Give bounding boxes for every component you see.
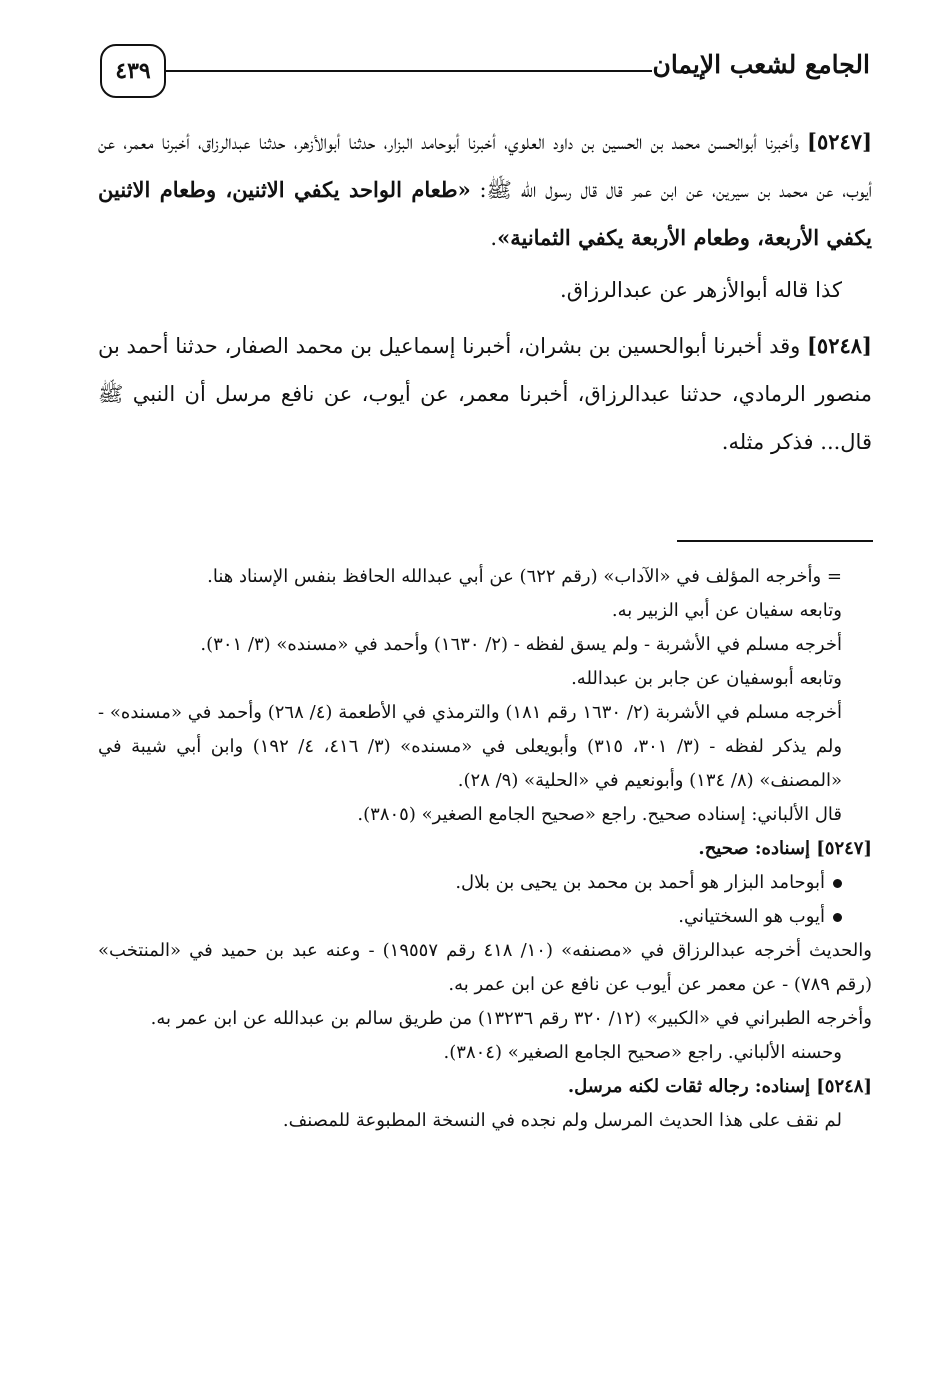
footnotes: [98, 560, 872, 1138]
hadith-chain: وقد أخبرنا أبوالحسين بن بشران، أخبرنا إسماعيل بن محمد الصفار، حدثنا أحمد بن منصور الرمادي، حدثنا عبدالرزاق، أخبرنا معمر، عن أيوب، عن نافع مرسل أن النبي ﷺ قال... فذكر مثله.: [98, 334, 872, 454]
footnote-text: [٥٢٤٨] إسناده: رجاله ثقات لكنه مرسل.: [567, 1076, 872, 1097]
running-title: الجامع لشعب الإيمان: [652, 50, 870, 79]
footnote-line: [98, 934, 872, 1002]
footnote-line: [98, 628, 872, 662]
page-number-badge: [100, 44, 166, 98]
footnote-text: وأخرجه الطبراني في «الكبير» (١٢/ ٣٢٠ رقم ١٣٢٣٦) من طريق سالم بن عبدالله عن ابن عمر به.: [150, 1008, 872, 1029]
footnote-line: [98, 798, 872, 832]
hadith-number: [٥٢٤٨]: [806, 333, 872, 358]
footnote-text: أخرجه مسلم في الأشربة (٢/ ١٦٣٠ رقم ١٨١) والترمذي في الأطعمة (٤/ ٢٦٨) وأحمد في «مسنده» - ولم يذكر لفظه - (٣/ ٣٠١، ٣١٥) وأبويعلى في «مسنده» (٣/ ٤١٦، ٤/ ١٩٢) وابن أبي شيبة في «المصنف» (٨/ ١٣٤) وأبونعيم في «الحلية» (٩/ ٢٨).: [98, 702, 843, 791]
hadith-matn: «طعام الواحد يكفي الاثنين، وطعام الاثنين يكفي الأربعة، وطعام الأربعة يكفي الثمانية»: [98, 177, 872, 250]
bullet-icon: [833, 913, 842, 922]
hadith-5247: [98, 118, 872, 262]
hadith-end: .: [490, 226, 498, 250]
footnote-text: وحسنه الألباني. راجع «صحيح الجامع الصغير» (٣٨٠٤).: [443, 1042, 842, 1063]
footnote-heading: [98, 1070, 872, 1104]
footnote-line: [98, 866, 872, 900]
hadith-5248: [98, 322, 872, 466]
footnote-heading: [98, 832, 872, 866]
footnote-text: لم نقف على هذا الحديث المرسل ولم نجده في النسخة المطبوعة للمصنف.: [282, 1110, 842, 1131]
footnote-text: قال الألباني: إسناده صحيح. راجع «صحيح الجامع الصغير» (٣٨٠٥).: [357, 804, 842, 825]
footnote-line: [98, 662, 872, 696]
footnote-line: [98, 560, 872, 594]
page-header: [100, 44, 870, 104]
page-number: ٤٣٩: [115, 58, 151, 84]
footnote-line: [98, 594, 872, 628]
footnote-text: أبوحامد البزار هو أحمد بن محمد بن يحيى بن بلال.: [455, 872, 825, 893]
footnote-text: [٥٢٤٧] إسناده: صحيح.: [698, 838, 872, 859]
hadith-chain: وأخبرنا أبوالحسن محمد بن الحسين بن داود العلوي، أخبرنا أبوحامد البزار، حدثنا أبوالأزهر، حدثنا عبدالرزاق، أخبرنا معمر، عن أيوب، عن محمد بن سيرين، عن ابن عمر قال قال رسول الله ﷺ:: [98, 130, 872, 202]
main-text: [98, 118, 872, 466]
footnote-line: [98, 1036, 872, 1070]
footnote-separator: [677, 540, 873, 542]
footnote-text: أخرجه مسلم في الأشربة - ولم يسق لفظه - (٢/ ١٦٣٠) وأحمد في «مسنده» (٣/ ٣٠١).: [200, 634, 842, 655]
footnote-text: وتابعه سفيان عن أبي الزبير به.: [611, 600, 842, 621]
footnote-text: والحديث أخرجه عبدالرزاق في «مصنفه» (١٠/ ٤١٨ رقم ١٩٥٥٧) - وعنه عبد بن حميد في «المنتخب» (رقم ٧٨٩) - عن معمر عن أيوب عن نافع عن ابن عمر به.: [98, 940, 872, 995]
header-rule: [164, 70, 652, 72]
footnote-line: [98, 696, 872, 798]
footnote-line: [98, 1104, 872, 1138]
hadith-number: [٥٢٤٧]: [807, 129, 872, 154]
narrator-note: كذا قاله أبوالأزهر عن عبدالرزاق.: [560, 278, 842, 302]
footnote-line: [98, 900, 872, 934]
footnote-text: = وأخرجه المؤلف في «الآداب» (رقم ٦٢٢) عن أبي عبدالله الحافظ بنفس الإسناد هنا.: [207, 566, 842, 587]
footnote-text: وتابعه أبوسفيان عن جابر بن عبدالله.: [571, 668, 842, 689]
footnote-text: أيوب هو السختياني.: [678, 906, 825, 927]
bullet-icon: [833, 879, 842, 888]
footnote-line: [98, 1002, 872, 1036]
